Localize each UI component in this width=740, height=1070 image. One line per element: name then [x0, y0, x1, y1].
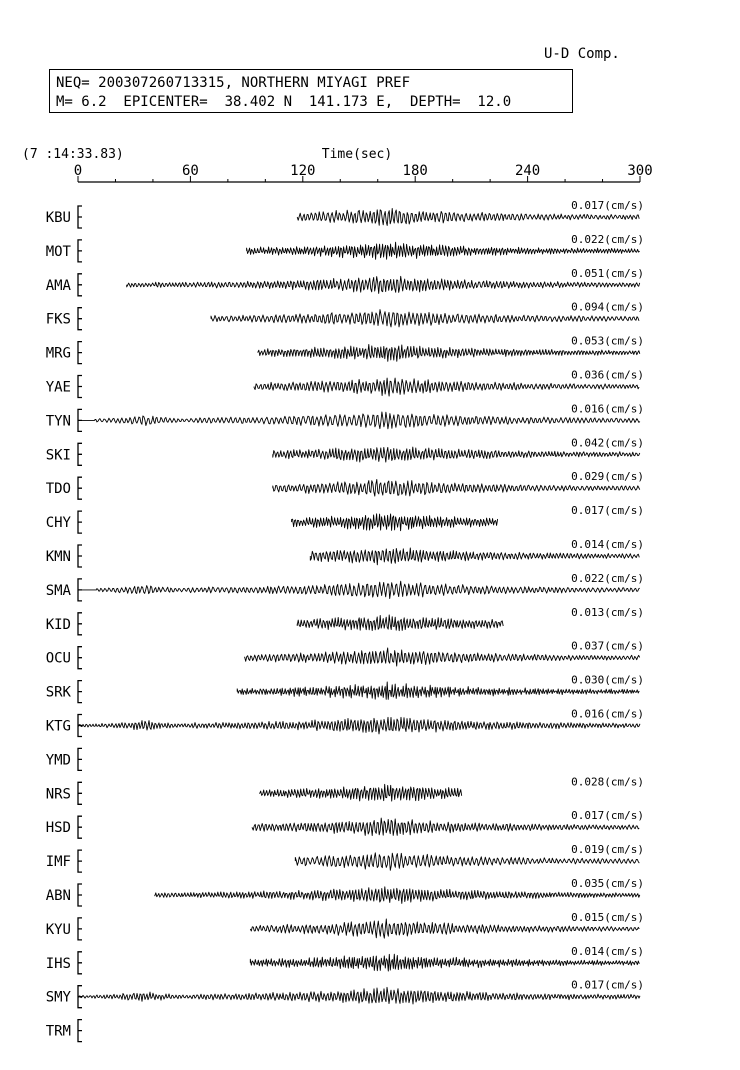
waveform-trace	[78, 581, 640, 598]
station-code: YAE	[45, 379, 71, 396]
station-bracket	[78, 240, 82, 262]
station-code: KYU	[45, 921, 71, 938]
start-time-label: (7 :14:33.83)	[22, 147, 124, 162]
station-code: ABN	[45, 888, 71, 904]
waveform-trace	[292, 514, 498, 531]
x-tick-label: 120	[290, 163, 316, 179]
station-code: NRS	[45, 786, 71, 803]
station-bracket	[78, 443, 82, 465]
station-bracket	[78, 376, 82, 398]
waveform-trace	[127, 276, 640, 293]
peak-amplitude-label: 0.013(cm/s)	[571, 605, 644, 619]
peak-amplitude-label: 0.042(cm/s)	[571, 436, 644, 450]
station-bracket	[78, 545, 82, 567]
station-code: YMD	[45, 752, 71, 769]
station-code: TYN	[45, 413, 71, 430]
event-info-line-2: M= 6.2 EPICENTER= 38.402 N 141.173 E, DEPTH= 12.0	[56, 94, 512, 110]
station-bracket	[78, 1020, 82, 1042]
peak-amplitude-label: 0.022(cm/s)	[571, 571, 644, 585]
peak-amplitude-label: 0.036(cm/s)	[571, 368, 644, 382]
peak-amplitude-label: 0.053(cm/s)	[571, 334, 644, 348]
waveform-trace	[260, 784, 462, 801]
x-tick-label: 240	[514, 163, 541, 179]
station-code: MOT	[45, 243, 71, 260]
x-tick-label: 60	[181, 163, 199, 179]
station-bracket	[78, 952, 82, 974]
waveform-trace	[297, 615, 503, 631]
peak-amplitude-label: 0.037(cm/s)	[571, 639, 644, 653]
peak-amplitude-label: 0.017(cm/s)	[571, 809, 644, 823]
station-code: FKS	[45, 311, 71, 328]
peak-amplitude-label: 0.016(cm/s)	[571, 707, 644, 721]
peak-amplitude-label: 0.016(cm/s)	[571, 402, 644, 416]
peak-amplitude-label: 0.029(cm/s)	[571, 470, 644, 484]
waveform-trace	[78, 412, 640, 429]
station-bracket	[78, 274, 82, 296]
station-bracket	[78, 748, 82, 770]
station-code: CHY	[45, 515, 71, 532]
station-code: TDO	[45, 481, 71, 498]
station-code: SMA	[45, 582, 71, 599]
station-code: IMF	[45, 854, 71, 871]
station-code: KBU	[45, 210, 71, 226]
station-bracket	[78, 816, 82, 838]
event-info-line-1: NEQ= 200307260713315, NORTHERN MIYAGI PREF	[56, 75, 411, 91]
station-bracket	[78, 477, 82, 499]
peak-amplitude-label: 0.017(cm/s)	[571, 504, 644, 518]
station-code: SMY	[45, 989, 71, 1006]
station-code: TRM	[45, 1023, 71, 1040]
station-bracket	[78, 850, 82, 872]
x-axis-title: Time(sec)	[321, 147, 393, 162]
peak-amplitude-label: 0.094(cm/s)	[571, 300, 644, 314]
station-bracket	[78, 884, 82, 906]
station-code: KTG	[45, 718, 71, 735]
x-tick-label: 180	[402, 163, 428, 179]
waveform-trace	[78, 987, 640, 1004]
station-bracket	[78, 782, 82, 804]
station-code: OCU	[45, 650, 71, 667]
station-code: SRK	[45, 684, 71, 701]
peak-amplitude-label: 0.019(cm/s)	[571, 843, 644, 857]
peak-amplitude-label: 0.017(cm/s)	[571, 978, 644, 992]
station-bracket	[78, 613, 82, 635]
peak-amplitude-label: 0.051(cm/s)	[571, 266, 644, 280]
station-code: MRG	[45, 345, 71, 362]
peak-amplitude-label: 0.014(cm/s)	[571, 944, 644, 958]
waveform-trace	[155, 887, 640, 904]
station-code: KMN	[45, 549, 71, 565]
station-bracket	[78, 342, 82, 364]
x-tick-label: 300	[627, 163, 653, 179]
peak-amplitude-label: 0.035(cm/s)	[571, 877, 644, 890]
station-code: SKI	[45, 447, 71, 464]
station-code: IHS	[45, 955, 71, 972]
peak-amplitude-label: 0.030(cm/s)	[571, 673, 644, 687]
station-bracket	[78, 511, 82, 533]
station-bracket	[78, 206, 82, 228]
station-bracket	[78, 308, 82, 330]
peak-amplitude-label: 0.017(cm/s)	[571, 199, 644, 212]
peak-amplitude-label: 0.014(cm/s)	[571, 538, 644, 551]
station-bracket	[78, 647, 82, 669]
peak-amplitude-label: 0.015(cm/s)	[571, 910, 644, 924]
peak-amplitude-label: 0.028(cm/s)	[571, 775, 644, 789]
station-code: HSD	[45, 820, 71, 837]
waveform-trace	[273, 447, 640, 462]
station-bracket	[78, 681, 82, 703]
station-code: KID	[45, 616, 71, 633]
station-bracket	[78, 918, 82, 940]
x-tick-label: 0	[73, 163, 83, 179]
component-label: U-D Comp.	[544, 46, 620, 62]
peak-amplitude-label: 0.022(cm/s)	[571, 232, 644, 246]
waveform-trace	[78, 717, 640, 734]
station-code: AMA	[45, 277, 71, 294]
